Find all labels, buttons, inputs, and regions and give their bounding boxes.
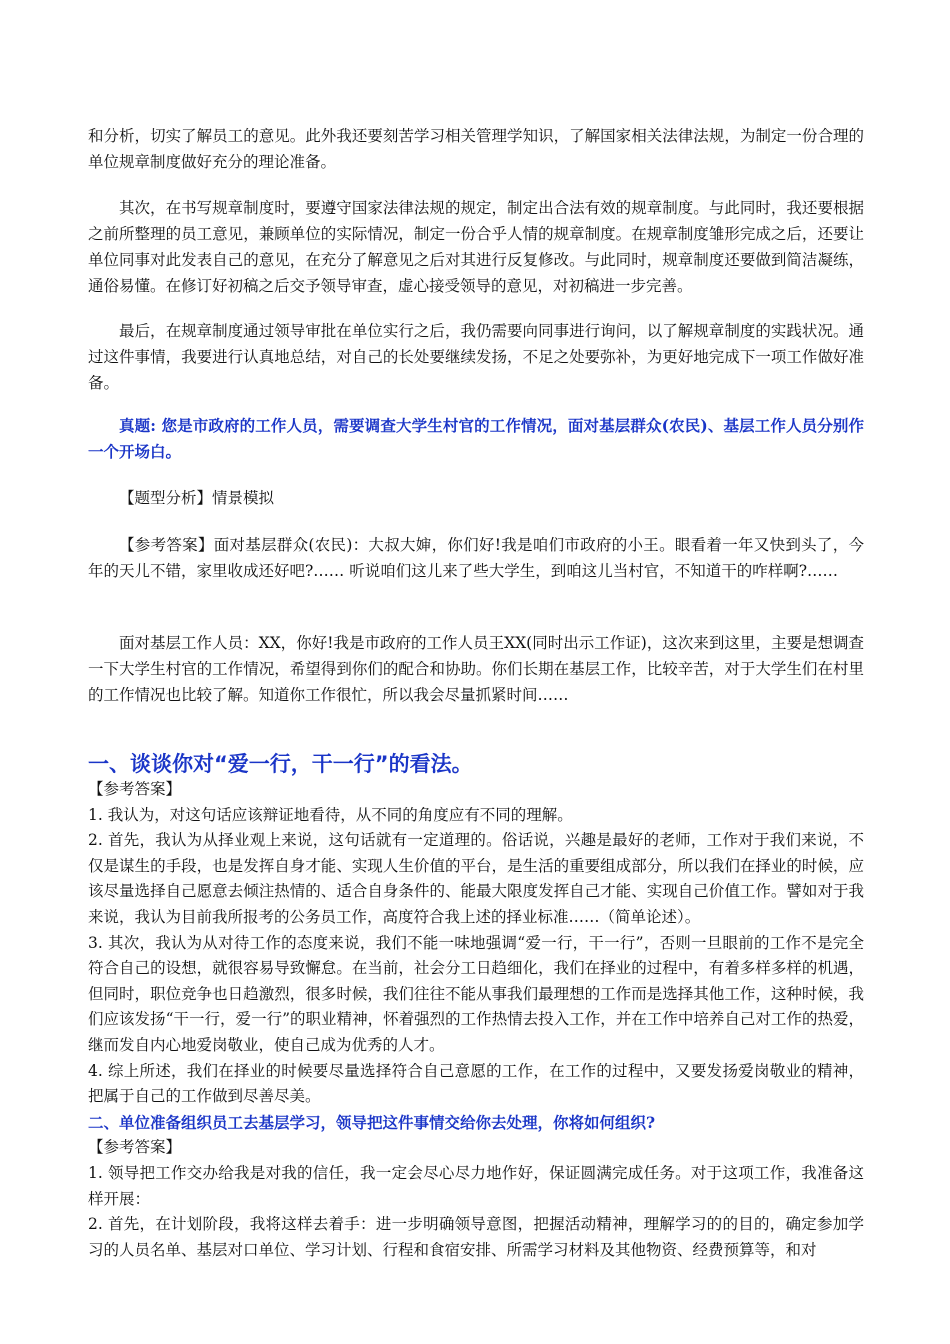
list-item: 1. 我认为，对这句话应该辩证地看待，从不同的角度应有不同的理解。 (88, 805, 573, 824)
answer-staff: 面对基层工作人员：XX，你好!我是市政府的工作人员王XX(同时出示工作证)，这次来到这里，主要是想调查一下大学生村官的工作情况，希望得到你们的配合和协助。你们长期在基层工作，比较辛苦，对于大学生们在村里的工作情况也比较了解。知道你工作很忙，所以我会尽量抓紧时间…… (88, 634, 864, 704)
reference-answer-label: 【参考答案】 (88, 1138, 182, 1157)
answer-farmers: 【参考答案】面对基层群众(农民)：大叔大婶，你们好!我是咱们市政府的小王。眼看着一年又快到头了，今年的天儿不错，家里收成还好吧?…… 听说咱们这儿来了些大学生，到咱这儿当村官，不知道干的咋样啊?…… (88, 536, 864, 580)
list-item: 3. 其次，我认为从对待工作的态度来说，我们不能一味地强调“爱一行，干一行”，否则一旦眼前的工作不是完全符合自己的设想，就很容易导致懈怠。在当前，社会分工日趋细化，我们在择业的过程中，有着多样多样的机遇，但同时，职位竞争也日趋激烈，很多时候，我们往往不能从事我们最理想的工作而是选择其他工作，这种时候，我们应该发扬“干一行，爱一行”的职业精神，怀着强烈的工作热情去投入工作，并在工作中培养自己对工作的热爱，继而发自内心地爱岗敬业，使自己成为优秀的人才。 (88, 933, 864, 1054)
section-one-heading: 一、谈谈你对“爱一行，干一行”的看法。 (88, 752, 473, 776)
paragraph-second-step: 其次，在书写规章制度时，要遵守国家法律法规的规定，制定出合法有效的规章制度。与此同时，我还要根据之前所整理的员工意见，兼顾单位的实际情况，制定一份合乎人情的规章制度。在规章制度雏形完成之后，还要让单位同事对此发表自己的意见，在充分了解意见之后对其进行反复修改。与此同时，规章制度还要做到简洁凝练，通俗易懂。在修订好初稿之后交予领导审查，虚心接受领导的意见，对初稿进一步完善。 (88, 199, 864, 295)
question-title: 真题: 您是市政府的工作人员，需要调查大学生村官的工作情况，面对基层群众(农民)、基层工作人员分别作一个开场白。 (88, 416, 864, 461)
section-one-body (88, 777, 864, 1263)
paragraph-final-step: 最后，在规章制度通过领导审批在单位实行之后，我仍需要向同事进行询问，以了解规章制度的实践状况。通过这件事情，我要进行认真地总结，对自己的长处要继续发扬，不足之处要弥补，为更好地完成下一项工作做好准备。 (88, 322, 864, 392)
list-item: 1. 领导把工作交办给我是对我的信任，我一定会尽心尽力地作好，保证圆满完成任务。对于这项工作，我准备这样开展： (88, 1163, 864, 1208)
list-item: 2. 首先，在计划阶段，我将这样去着手：进一步明确领导意图，把握活动精神，理解学习的的目的，确定参加学习的人员名单、基层对口单位、学习计划、行程和食宿安排、所需学习材料及其他物资、经费预算等，和对 (88, 1215, 864, 1259)
list-item: 4. 综上所述，我们在择业的时候要尽量选择符合自己意愿的工作，在工作的过程中，又要发扬爱岗敬业的精神，把属于自己的工作做到尽善尽美。 (88, 1061, 864, 1106)
paragraph-intro-continuation: 和分析，切实了解员工的意见。此外我还要刻苦学习相关管理学知识，了解国家相关法律法规，为制定一份合理的单位规章制度做好充分的理论准备。 (88, 127, 864, 171)
section-two-heading: 二、单位准备组织员工去基层学习，领导把这件事情交给你去处理，你将如何组织? (88, 1112, 656, 1132)
question-type: 【题型分析】情景模拟 (119, 489, 275, 507)
reference-answer-label: 【参考答案】 (88, 780, 182, 798)
list-item: 2. 首先，我认为从择业观上来说，这句话就有一定道理的。俗话说，兴趣是最好的老师，工作对于我们来说，不仅是谋生的手段，也是发挥自身才能、实现人生价值的平台，是生活的重要组成部分，所以我们在择业的时候，应该尽量选择自己愿意去倾注热情的、适合自身条件的、能最大限度发挥自己才能、实现自己价值工作。譬如对于我来说，我认为目前我所报考的公务员工作，高度符合我上述的择业标准……（简单论述）。 (88, 831, 864, 926)
